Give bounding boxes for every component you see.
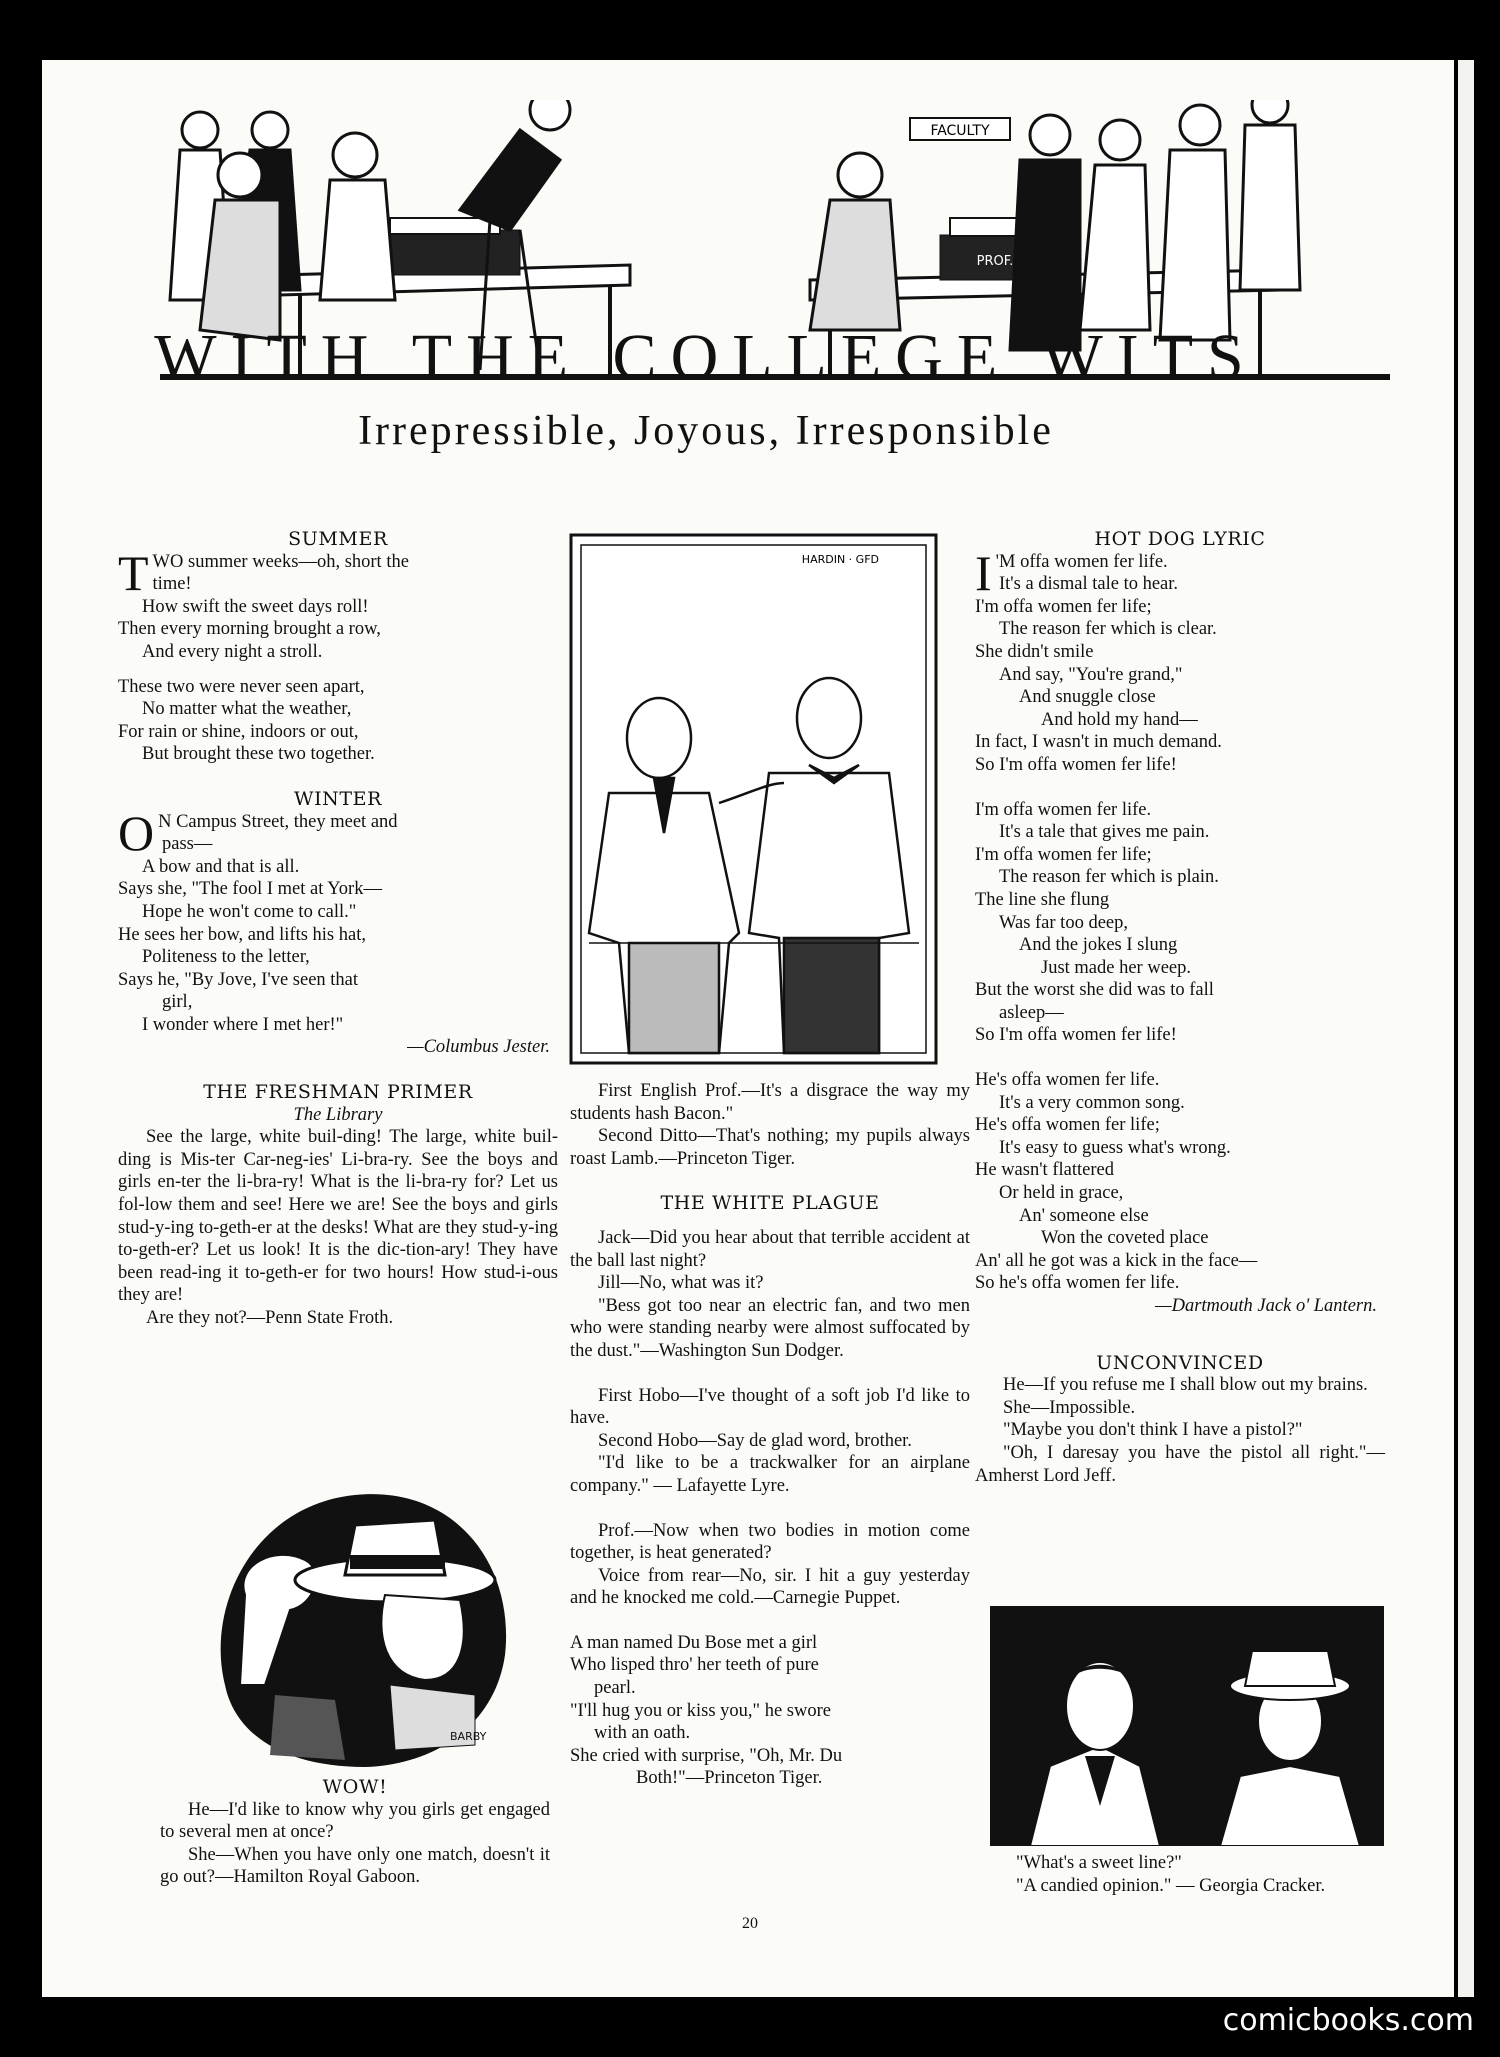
prof-book-label: PROF.: [976, 254, 1014, 269]
hot-dog-line: I 'M offa women fer life.: [975, 544, 1168, 601]
summer-line: But brought these two together.: [142, 744, 375, 765]
dubose-line: with an oath.: [594, 1723, 691, 1744]
wow-line: He—I'd like to know why you girls get engaged to several men at once?: [160, 1799, 550, 1843]
white-plague-heading: THE WHITE PLAGUE: [660, 1192, 880, 1215]
sweet-line-illustration: [990, 1606, 1384, 1846]
hot-dog-line: But the worst she did was to fall: [975, 980, 1214, 1001]
prof-line: Prof.—Now when two bodies in motion come together, is heat generated?: [570, 1520, 970, 1564]
hot-dog-line: And snuggle close: [1019, 687, 1156, 708]
hot-dog-line: Or held in grace,: [999, 1183, 1124, 1204]
dubose-line: "I'll hug you or kiss you," he swore: [570, 1700, 831, 1721]
hot-dog-line: asleep—: [999, 1002, 1064, 1023]
summer-line: TWO summer weeks—oh, short the: [118, 544, 409, 601]
cartoon-caption: [570, 1080, 970, 1790]
watermark: comicbooks.com: [1222, 2003, 1474, 2038]
hot-dog-line: So he's offa women fer life.: [975, 1273, 1180, 1294]
wow-heading: WOW!: [322, 1776, 388, 1798]
winter-line: Says he, "By Jove, I've seen that: [118, 969, 359, 990]
page-title: WITH THE COLLEGE WITS: [154, 321, 1258, 394]
hot-dog-line: He's offa women fer life.: [975, 1070, 1160, 1091]
white-plague-line: "Bess got too near an electric fan, and two men who were standing nearby were almost suffocated by the dust."—Washington Sun Dodger.: [570, 1295, 970, 1361]
hot-dog-line: So I'm offa women fer life!: [975, 1025, 1177, 1046]
hot-dog-line: It's a tale that gives me pain.: [999, 822, 1210, 843]
dubose-line: She cried with surprise, "Oh, Mr. Du: [570, 1745, 843, 1766]
hot-dog-dropcap: I: [975, 544, 992, 601]
white-plague-line: Jack—Did you hear about that terrible accident at the ball last night?: [570, 1227, 970, 1271]
hot-dog-line: In fact, I wasn't in much demand.: [975, 732, 1222, 753]
winter-credit: —Columbus Jester.: [407, 1037, 550, 1058]
faculty-sign: FACULTY: [930, 123, 990, 139]
prof-line: Voice from rear—No, sir. I hit a guy yesterday and he knocked me cold.—Carnegie Puppet.: [570, 1565, 970, 1609]
summer-line: No matter what the weather,: [142, 699, 352, 720]
hot-dog-line: And the jokes I slung: [1019, 935, 1178, 956]
winter-line: A bow and that is all.: [142, 856, 300, 877]
hobo-line: First Hobo—I've thought of a soft job I'd like to have.: [570, 1385, 970, 1429]
unconvinced-line: He—If you refuse me I shall blow out my brains.: [1003, 1375, 1368, 1396]
wow-line: She—When you have only one match, doesn't it go out?—Hamilton Royal Gaboon.: [160, 1844, 550, 1888]
summer-dropcap: T: [118, 544, 149, 601]
dubose-line: Who lisped thro' her teeth of pure: [570, 1655, 819, 1676]
dubose-line: A man named Du Bose met a girl: [570, 1632, 818, 1653]
summer-line: time!: [152, 574, 192, 595]
hot-dog-credit: —Dartmouth Jack o' Lantern.: [1155, 1296, 1377, 1316]
hot-dog-line: And hold my hand—: [1041, 709, 1198, 730]
dubose-line: Both!"—Princeton Tiger.: [636, 1768, 823, 1789]
winter-line: Says she, "The fool I met at York—: [118, 879, 382, 900]
hot-dog-line: So I'm offa women fer life!: [975, 754, 1177, 775]
winter-line: O N Campus Street, they meet and: [118, 804, 398, 861]
summer-line: Then every morning brought a row,: [118, 619, 381, 640]
sweet-line-text: "What's a sweet line?": [1016, 1853, 1182, 1873]
summer-heading: SUMMER: [288, 528, 388, 550]
unconvinced-line: "Oh, I daresay you have the pistol all right."—Amherst Lord Jeff.: [975, 1442, 1385, 1486]
summer-line: For rain or shine, indoors or out,: [118, 721, 359, 742]
freshman-heading: THE FRESHMAN PRIMER: [203, 1081, 473, 1104]
freshman-subheading: The Library: [293, 1104, 383, 1125]
wow-illustration: [195, 1485, 525, 1770]
hot-dog-line: An' someone else: [1019, 1205, 1149, 1226]
hobo-line: Second Hobo—Say de glad word, brother.: [598, 1430, 912, 1451]
summer-line: And every night a stroll.: [142, 641, 323, 662]
cartoon-artist-signature: HARDIN · GFD: [801, 553, 879, 566]
hot-dog-line: It's easy to guess what's wrong.: [999, 1137, 1231, 1158]
winter-line: girl,: [162, 992, 193, 1013]
hot-dog-line: Won the coveted place: [1041, 1228, 1209, 1249]
hot-dog-line: Just made her weep.: [1041, 957, 1192, 978]
hot-dog-heading: HOT DOG LYRIC: [1094, 528, 1266, 550]
freshman-last: Are they not?—Penn State Froth.: [146, 1308, 394, 1328]
sweet-line-block: [988, 1852, 1388, 1897]
wow-artist-signature: BARBY: [450, 1730, 487, 1743]
winter-line: He sees her bow, and lifts his hat,: [118, 924, 366, 945]
winter-line: Hope he won't come to call.": [142, 901, 357, 922]
hot-dog-line: He wasn't flattered: [975, 1160, 1114, 1181]
column-left: [118, 528, 558, 1330]
hot-dog-line: I'm offa women fer life;: [975, 844, 1152, 865]
hot-dog-line: It's a very common song.: [999, 1092, 1185, 1113]
freshman-body: See the large, white buil-ding! The large, white buil-ding is Mis-ter Car-neg-ies' Li-bra-ry. See the boys and girls en-ter the li-bra-ry! What is the li-bra-ry for? Let us fol-low them and see! Here we are! See the boys and girls stud-y-ing to-geth-er at the desks! What are they stud-y-ing to-geth-er? Let us look! It is the dic-tion-ary! They have been read-ing it to-geth-er for two hours! How stud-i-ous they are!: [118, 1127, 558, 1306]
wow-block: [160, 1776, 550, 1889]
hot-dog-line: Was far too deep,: [999, 912, 1128, 933]
column-right: [975, 528, 1385, 1487]
hot-dog-line: An' all he got was a kick in the face—: [975, 1250, 1258, 1271]
winter-line: I wonder where I met her!": [142, 1014, 344, 1035]
hot-dog-line: And say, "You're grand,": [999, 664, 1183, 685]
hot-dog-line: It's a dismal tale to hear.: [999, 574, 1179, 595]
page-subtitle: Irrepressible, Joyous, Irresponsible: [358, 408, 1054, 454]
unconvinced-line: She—Impossible.: [1003, 1397, 1136, 1418]
center-cartoon: [569, 533, 938, 1065]
hot-dog-line: The reason fer which is clear.: [999, 619, 1217, 640]
next-page-edge: [1458, 60, 1474, 1997]
unconvinced-heading: UNCONVINCED: [1096, 1351, 1264, 1374]
winter-line: pass—: [162, 834, 213, 855]
hot-dog-line: She didn't smile: [975, 641, 1094, 662]
hot-dog-line: The line she flung: [975, 889, 1110, 910]
page-number: 20: [742, 1915, 758, 1932]
hot-dog-line: I'm offa women fer life.: [975, 799, 1152, 820]
summer-line: How swift the sweet days roll!: [142, 596, 369, 617]
sweet-line-text: "A candied opinion." — Georgia Cracker.: [1016, 1875, 1326, 1896]
hot-dog-line: I'm offa women fer life;: [975, 596, 1152, 617]
unconvinced-line: "Maybe you don't think I have a pistol?": [1003, 1420, 1303, 1441]
hot-dog-line: He's offa women fer life;: [975, 1115, 1160, 1136]
winter-dropcap: O: [118, 804, 155, 861]
winter-line: Politeness to the letter,: [142, 947, 310, 968]
cartoon-caption-line: First English Prof.—It's a disgrace the way my students hash Bacon.": [570, 1081, 970, 1124]
summer-line: These two were never seen apart,: [118, 676, 365, 697]
hot-dog-line: The reason fer which is plain.: [999, 867, 1219, 888]
hobo-line: "I'd like to be a trackwalker for an airplane company." — Lafayette Lyre.: [570, 1453, 970, 1496]
winter-heading: WINTER: [293, 787, 383, 810]
cartoon-caption-line: Second Ditto—That's nothing; my pupils always roast Lamb.—Princeton Tiger.: [570, 1126, 970, 1169]
white-plague-line: Jill—No, what was it?: [598, 1273, 764, 1294]
dubose-line: pearl.: [594, 1678, 636, 1699]
